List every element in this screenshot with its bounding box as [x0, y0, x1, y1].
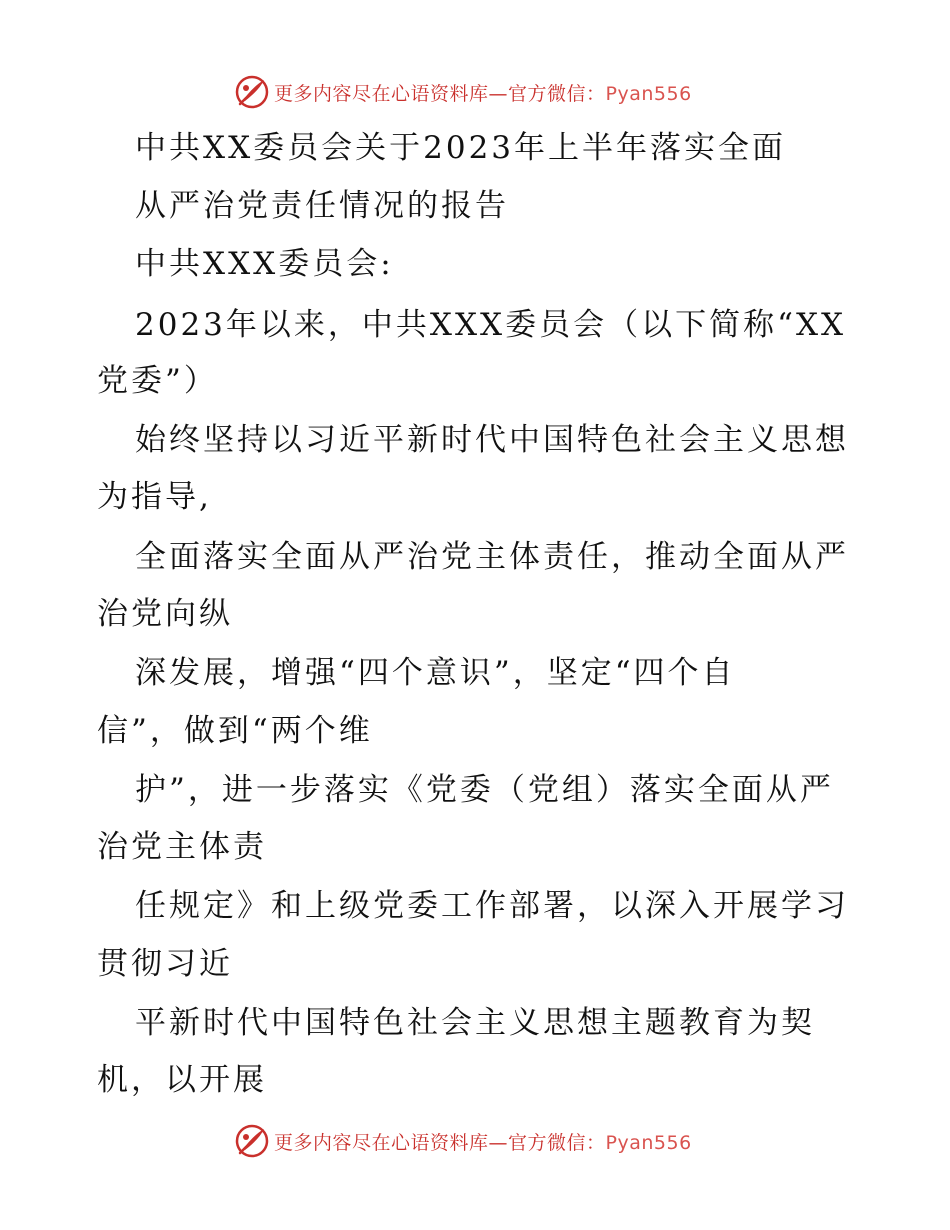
- paragraph-line: 护”，进一步落实《党委（党组）落实全面从严: [135, 772, 834, 808]
- paragraph-line: 党委”）: [97, 363, 218, 399]
- paragraph-line: 信”，做到“两个维: [97, 713, 373, 749]
- title-line-1: 中共XX委员会关于2023年上半年落实全面: [135, 130, 787, 166]
- quill-logo-icon: [234, 1123, 270, 1159]
- paragraph-line: 任规定》和上级党委工作部署，以深入开展学习: [135, 888, 849, 924]
- watermark-text: 更多内容尽在心语资料库—官方微信：Pyan556: [274, 82, 692, 105]
- paragraph-line: 平新时代中国特色社会主义思想主题教育为契: [135, 1005, 815, 1041]
- title-line-2: 从严治党责任情况的报告: [135, 188, 509, 224]
- footer-watermark: [234, 1121, 692, 1161]
- paragraph-line: 始终坚持以习近平新时代中国特色社会主义思想: [135, 422, 849, 458]
- header-watermark: [234, 72, 692, 112]
- paragraph-line: 机，以开展: [97, 1062, 267, 1098]
- paragraph-line: 2023年以来，中共XXX委员会（以下简称“XX: [135, 307, 847, 343]
- paragraph-line: 贯彻习近: [97, 946, 233, 982]
- paragraph-line: 治党主体责: [97, 829, 267, 865]
- paragraph-line: 全面落实全面从严治党主体责任，推动全面从严: [135, 539, 849, 575]
- paragraph-line: 治党向纵: [97, 596, 233, 632]
- paragraph-line: 深发展，增强“四个意识”，坚定“四个自: [135, 655, 736, 691]
- watermark-text: 更多内容尽在心语资料库—官方微信：Pyan556: [274, 1131, 692, 1154]
- quill-logo-icon: [234, 74, 270, 110]
- paragraph-line: 为指导,: [97, 479, 212, 515]
- salutation: 中共XXX委员会:: [135, 246, 394, 282]
